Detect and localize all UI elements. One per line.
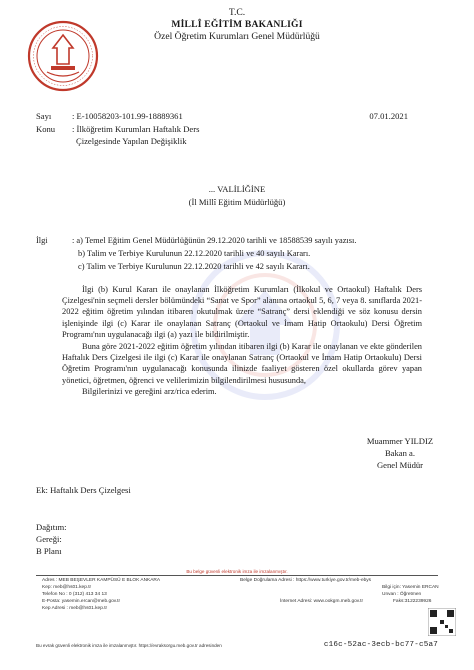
sayi-label: Sayı (36, 111, 52, 121)
footer-divider (36, 575, 438, 576)
footer-kep-address: Kep Adresi : meb@hs01.kep.tr (42, 606, 108, 611)
signer-title-1: Bakan a. (384, 448, 416, 458)
footer-address: Adres : MEB BEŞEVLER KAMPÜSÜ E BLOK ANKARA (42, 578, 161, 583)
verification-text: Bu evrak güvenli elektronik imza ile imzalanmıştır. https://evraksorgu.meb.gov.tr adresinden (36, 643, 222, 648)
header-ministry: MİLLÎ EĞİTİM BAKANLIĞI (171, 19, 303, 30)
konu-line-2: Çizelgesinde Yapılan Değişiklik (76, 136, 187, 146)
footer-web[interactable]: İnternet Adresi: www.ookgm.meb.gov.tr (280, 599, 364, 604)
footer-unvan: Unvan : Öğretmen (382, 592, 422, 597)
qr-code-icon (428, 608, 456, 636)
document-date: 07.01.2021 (369, 111, 408, 121)
footer-phone: Telefon No : 0 (312) 413 34 13 (42, 592, 107, 597)
distribution-plan: B Planı (36, 546, 62, 556)
konu-label: Konu (36, 124, 56, 134)
sayi-value: : E-10058203-101.99-18889361 (72, 111, 183, 121)
verification-code[interactable]: c16c-52ac-3ecb-bc77-c5a7 (323, 641, 438, 649)
ilgi-b: b) Talim ve Terbiye Kurulunun 22.12.2020 tarihli ve 40 sayılı Kararı. (78, 249, 311, 258)
distribution-gerek: Gereği: (36, 534, 62, 544)
footer-kep: Kep: meb@hs01.kep.tr (42, 585, 92, 590)
ilgi-c: c) Talim ve Terbiye Kurulunun 22.12.2020 tarihli ve 42 sayılı Kararı. (78, 262, 310, 271)
header-directorate: Özel Öğretim Kurumları Genel Müdürlüğü (154, 31, 320, 42)
attachment-line: Ek: Haftalık Ders Çizelgesi (36, 485, 131, 495)
signer-name: Muammer YILDIZ (366, 436, 434, 446)
konu-line-1: : İlköğretim Kurumları Haftalık Ders (72, 124, 200, 134)
body-paragraph-1: İlgi (b) Kurul Kararı ile onaylanan İlköğretim Kurumları (İlkokul ve Ortaokul) Haftalık Ders Çizelgesi'nin seçmeli dersler bölümündeki “Sanat ve Spor” alanına ortaokul 5, 6, 7 veya 8. sınıflarda 2021-2022 eğitim öğretim yılından itibaren okutulmak üzere “Satranç” dersi eklendiği ve söz konusu dersin işlenişinde ilgi (c) Karar ile onaylanan Satranç (Ortaokul ve İmam Hatip Ortaokulu) Dersi Öğretim Programı'nın uygulanacağı ilgi (a) yazı ile bildirilmiştir. (62, 285, 422, 339)
footer-email: E-Posta: yasemin.ercan@meb.gov.tr (42, 599, 121, 604)
ilgi-label: İlgi (36, 236, 48, 245)
verification-bar (36, 641, 438, 652)
esignature-notice: Bu belge güvenli elektronik imza ile imzalanmıştır. (186, 569, 288, 574)
header-tc: T.C. (228, 7, 246, 18)
footer-info-contact: Bilgi için: Yasemin ERCAN (382, 585, 439, 590)
footer-fax: Faks:3122239926 (393, 599, 432, 604)
ilgi-a: : a) Temel Eğitim Genel Müdürlüğünün 29.12.2020 tarihli ve 18588539 sayılı yazısı. (72, 236, 357, 245)
addressee-line-2: (İl Millî Eğitim Müdürlüğü) (188, 197, 286, 207)
footer-verify-url[interactable]: Belge Doğrulama Adresi : https://www.turkiye.gov.tr/meb-ebys (240, 578, 372, 583)
signer-title-2: Genel Müdür (376, 460, 424, 470)
distribution-label: Dağıtım: (36, 522, 67, 532)
body-paragraph-3: Bilgilerinizi ve gereğini arz/rica ederim. (82, 387, 217, 396)
addressee-line-1: ... VALİLİĞİNE (208, 184, 266, 194)
body-paragraph-2: Buna göre 2021-2022 eğitim öğretim yılından itibaren ilgi (b) Karar ile onaylanan ve ekte gönderilen Haftalık Ders Çizelgesi ile ilgi (c) Karar ile onaylanan Satranç (Ortaokul ve İmam Hatip Ortaokulu) Dersi Öğretim Programı'nın uygulanacağı konusunda ilinizde faaliyet gösteren özel okullarda görev yapan yönetici, öğretmen, öğrenci ve velilerimizin bilgilendirilmesi hususunda, (62, 342, 422, 385)
